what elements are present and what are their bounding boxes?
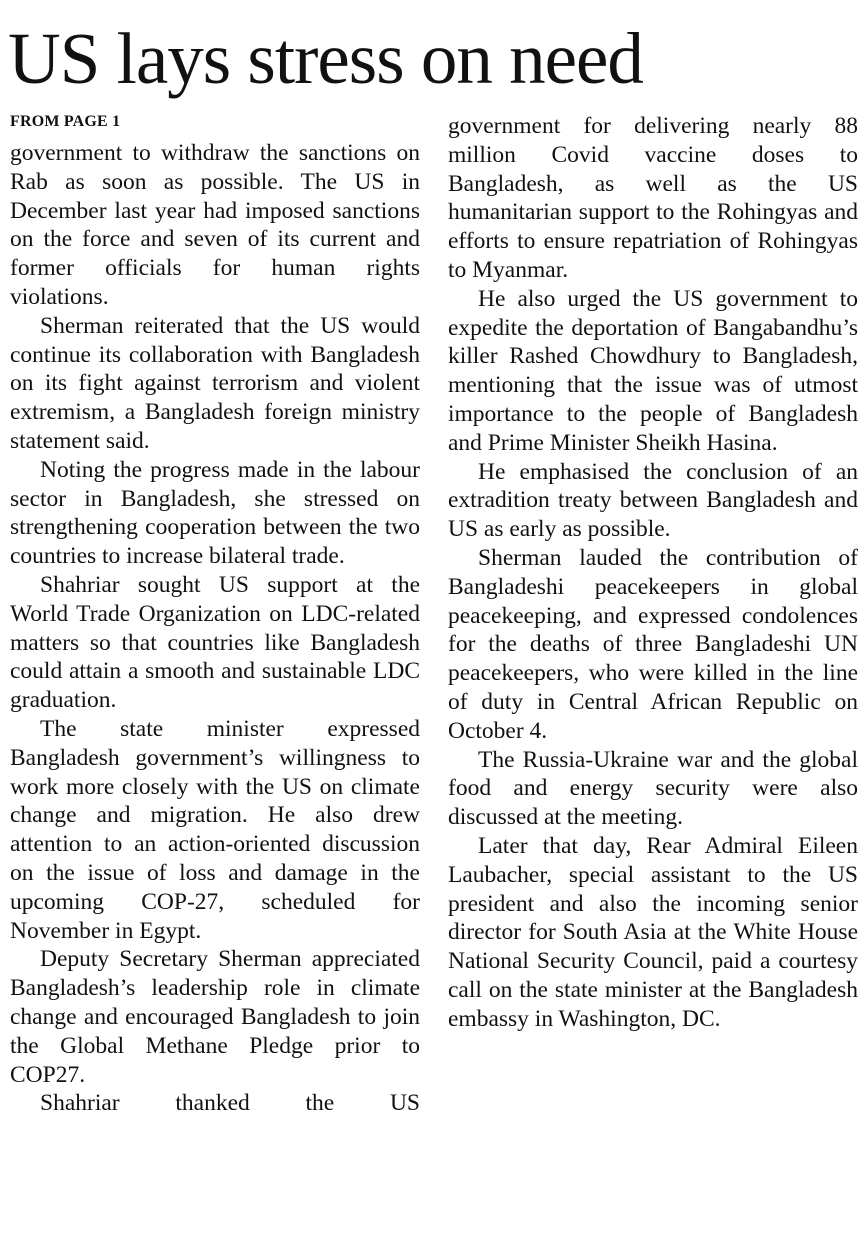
- paragraph: Deputy Secretary Sherman appreciated Bangladesh’s leadership role in climate change and encouraged Bangladesh to join the Global Methane Pledge prior to COP27.: [10, 946, 420, 1088]
- paragraph: Sherman reiterated that the US would continue its collaboration with Bangladesh on its fight against terrorism and violent extremism, a Bangladesh foreign ministry statement said.: [10, 312, 420, 454]
- jump-kicker: FROM PAGE 1: [10, 113, 121, 130]
- paragraph: The Russia-Ukraine war and the global food and energy security were also discussed at the meeting.: [448, 746, 858, 831]
- paragraph: The state minister expressed Bangladesh government’s willingness to work more closely with the US on climate change and migration. He also drew attention to an action-oriented discussion on the issue of loss and damage in the upcoming COP-27, scheduled for November in Egypt.: [10, 715, 420, 944]
- paragraph: He also urged the US government to expedite the deportation of Bangabandhu’s killer Rashed Chowdhury to Bangladesh, mentioning that the issue was of utmost importance to the people of Bangladesh and Prime Minister Sheikh Hasina.: [448, 285, 858, 456]
- article-column-left: [10, 111, 420, 1118]
- paragraph-continued: Shahriar thanked the US: [40, 1090, 420, 1117]
- paragraph: government for delivering nearly 88 million Covid vaccine doses to Bangladesh, as well as the US humanitarian support to the Rohingyas and efforts to ensure repatriation of Rohingyas to Myanmar.: [448, 113, 858, 283]
- paragraph: He emphasised the conclusion of an extradition treaty between Bangladesh and US as early as possible.: [448, 458, 858, 543]
- paragraph: government to withdraw the sanctions on Rab as soon as possible. The US in December last year had imposed sanctions on the force and seven of its current and former officials for human rights violations.: [10, 140, 420, 310]
- paragraph: Sherman lauded the contribution of Bangladeshi peacekeepers in global peacekeeping, and expressed condolences for the deaths of three Bangladeshi UN peacekeepers, who were killed in the line of duty in Central African Republic on October 4.: [448, 544, 858, 744]
- article-column-right: [448, 112, 858, 1034]
- headline: US lays stress on need: [8, 18, 643, 99]
- paragraph: Noting the progress made in the labour sector in Bangladesh, she stressed on strengthening cooperation between the two countries to increase bilateral trade.: [10, 456, 420, 570]
- paragraph: Shahriar sought US support at the World Trade Organization on LDC-related matters so that countries like Bangladesh could attain a smooth and sustainable LDC graduation.: [10, 571, 420, 714]
- paragraph: Later that day, Rear Admiral Eileen Laubacher, special assistant to the US president and also the incoming senior director for South Asia at the White House National Security Council, paid a courtesy call on the state minister at the Bangladesh embassy in Washington, DC.: [448, 832, 858, 1032]
